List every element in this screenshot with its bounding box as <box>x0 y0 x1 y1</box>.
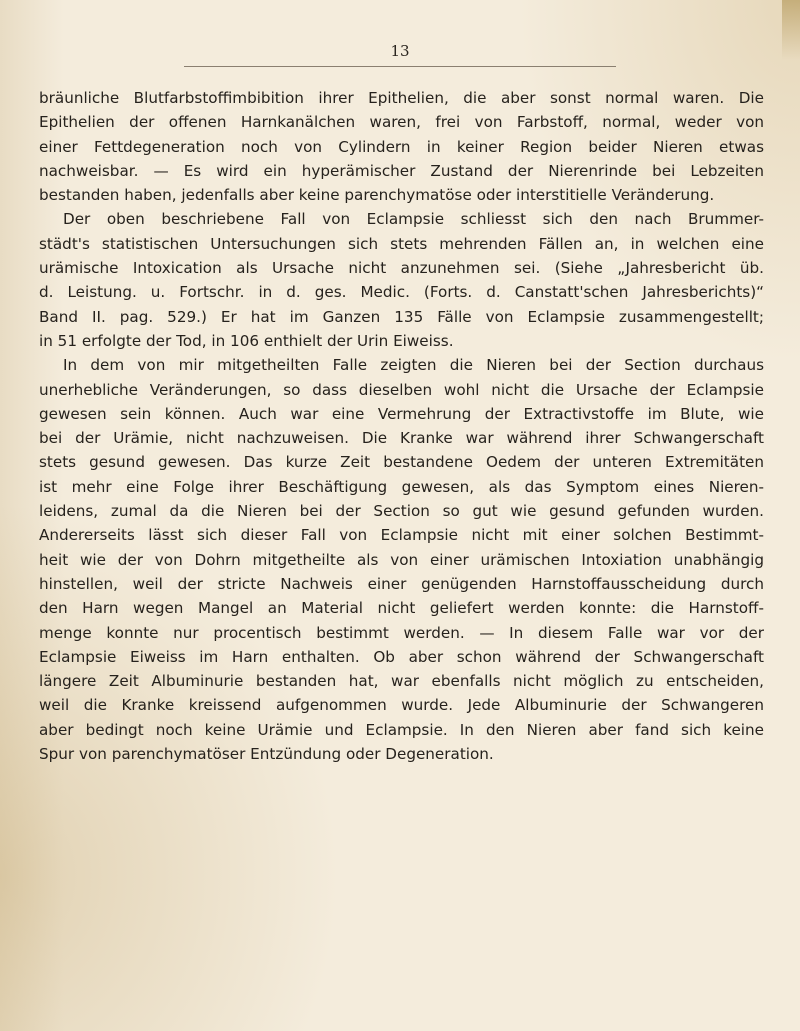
text-line: städt's statistischen Untersuchungen sich stets mehrenden Fällen an, in welchen eine <box>39 234 764 253</box>
text-line: Spur von parenchymatöser Entzündung oder Degeneration. <box>39 745 494 764</box>
text-line: In dem von mir mitgetheilten Falle zeigten die Nieren bei der Section durchaus <box>63 356 764 375</box>
text-line: urämische Intoxication als Ursache nicht anzunehmen sei. (Siehe „Jahresbericht üb. <box>39 259 764 278</box>
text-line: Epithelien der offenen Harnkanälchen waren, frei von Farbstoff, normal, weder von <box>39 113 764 132</box>
body-text <box>39 86 764 766</box>
text-line: bestanden haben, jedenfalls aber keine parenchymatöse oder interstitielle Veränderung. <box>39 186 715 205</box>
text-line: einer Fettdegeneration noch von Cylindern in keiner Region beider Nieren etwas <box>39 137 764 156</box>
text-line: leidens, zumal da die Nieren bei der Section so gut wie gesund gefunden wurden. <box>39 502 764 521</box>
text-line: hinstellen, weil der stricte Nachweis einer genügenden Harnstoffausscheidung durch <box>39 574 764 593</box>
page-edge-stain <box>782 0 800 60</box>
text-line: Der oben beschriebene Fall von Eclampsie schliesst sich den nach Brummer- <box>63 210 764 229</box>
text-line: in 51 erfolgte der Tod, in 106 enthielt der Urin Eiweiss. <box>39 331 454 350</box>
header-rule <box>184 66 616 67</box>
text-line: Band II. pag. 529.) Er hat im Ganzen 135 Fälle von Eclampsie zusammengestellt; <box>39 307 764 326</box>
text-line: weil die Kranke kreissend aufgenommen wurde. Jede Albuminurie der Schwangeren <box>39 696 764 715</box>
text-line: unerhebliche Veränderungen, so dass dieselben wohl nicht die Ursache der Eclampsie <box>39 380 764 399</box>
text-line: bräunliche Blutfarbstoffimbibition ihrer Epithelien, die aber sonst normal waren. Die <box>39 89 764 107</box>
text-line: ist mehr eine Folge ihrer Beschäftigung gewesen, als das Symptom eines Nieren- <box>39 477 764 496</box>
text-line: aber bedingt noch keine Urämie und Eclampsie. In den Nieren aber fand sich keine <box>39 720 764 739</box>
text-line: nachweisbar. — Es wird ein hyperämischer Zustand der Nierenrinde bei Lebzeiten <box>39 161 764 180</box>
page-number: 13 <box>390 42 410 60</box>
text-line: menge konnte nur procentisch bestimmt werden. — In diesem Falle war vor der <box>39 623 764 642</box>
text-line: längere Zeit Albuminurie bestanden hat, war ebenfalls nicht möglich zu entscheiden, <box>39 672 764 691</box>
text-line: stets gesund gewesen. Das kurze Zeit bestandene Oedem der unteren Extremitäten <box>39 453 764 472</box>
text-line: bei der Urämie, nicht nachzuweisen. Die Kranke war während ihrer Schwangerschaft <box>39 429 764 448</box>
text-line: Andererseits lässt sich dieser Fall von Eclampsie nicht mit einer solchen Bestimmt- <box>39 526 764 545</box>
text-line: den Harn wegen Mangel an Material nicht geliefert werden konnte: die Harnstoff- <box>39 599 764 618</box>
text-line: Eclampsie Eiweiss im Harn enthalten. Ob aber schon während der Schwangerschaft <box>39 647 764 666</box>
text-line: heit wie der von Dohrn mitgetheilte als von einer urämischen Intoxiation unabhängig <box>39 550 764 569</box>
text-line: gewesen sein können. Auch war eine Vermehrung der Extractivstoffe im Blute, wie <box>39 404 764 423</box>
text-line: d. Leistung. u. Fortschr. in d. ges. Medic. (Forts. d. Canstatt'schen Jahresberichts)“ <box>39 283 764 302</box>
